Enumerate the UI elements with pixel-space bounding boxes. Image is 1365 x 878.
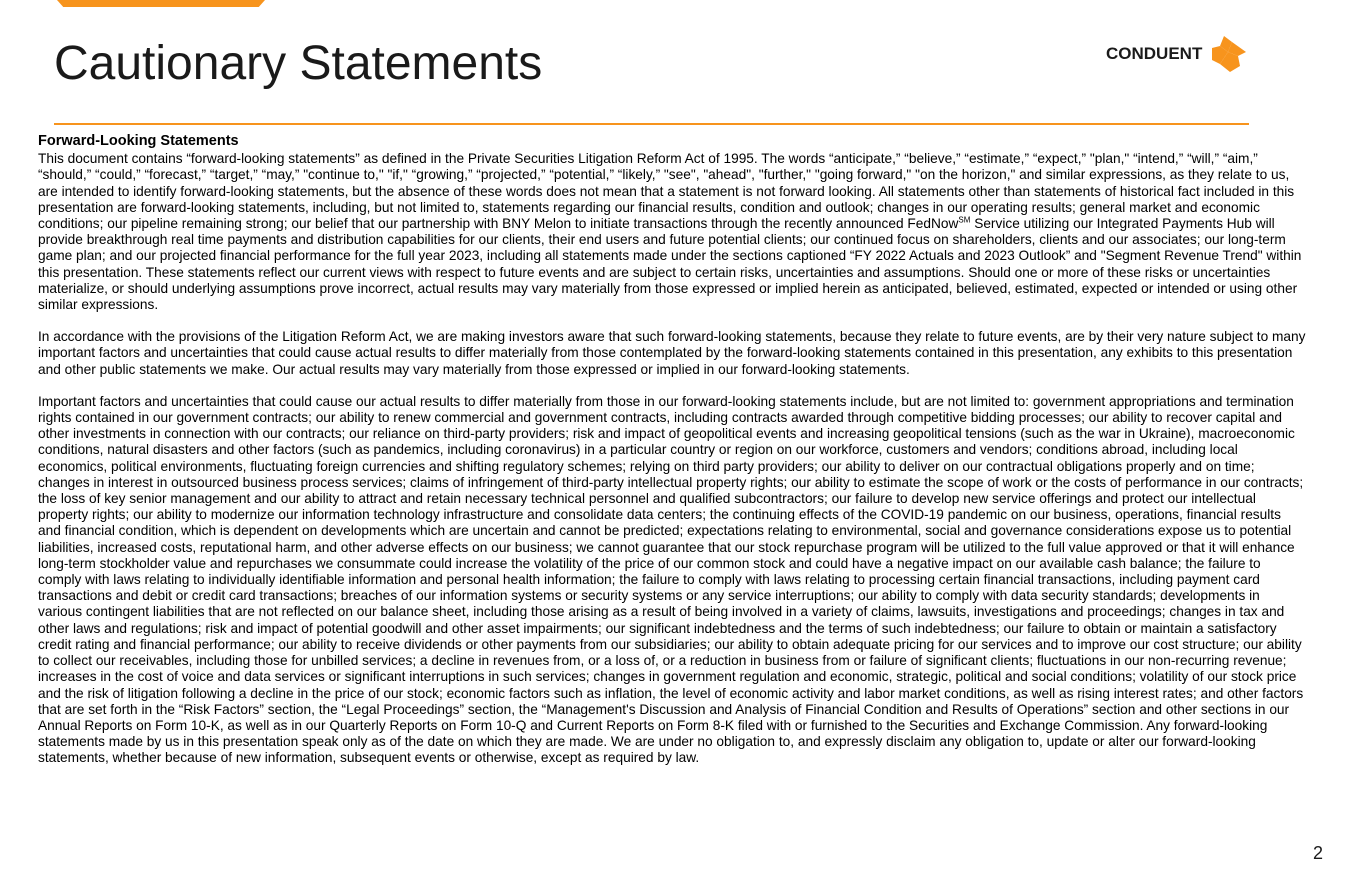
forward-looking-section <box>38 133 1306 783</box>
section-heading: Forward-Looking Statements <box>38 133 239 149</box>
top-accent-tab <box>57 0 265 7</box>
paragraph-3: Important factors and uncertainties that could cause our actual results to differ materially from those in our forward-looking statements include, but are not limited to: government appropriations and termination rights contained in our government contracts; our ability to renew commercial and government contracts, including contracts awarded through competitive bidding processes; our ability to recover capital and other investments in connection with our contracts; our reliance on third-party providers; risk and impact of geopolitical events and increasing geopolitical tensions (such as the war in Ukraine), macroeconomic conditions, natural disasters and other factors (such as pandemics, including coronavirus) in a particular country or region on our workforce, customers and vendors; conditions abroad, including local economics, political environments, fluctuating foreign currencies and shifting regulatory schemes; relying on third party providers; our ability to deliver on our contractual obligations properly and on time; changes in interest in outsourced business process services; claims of infringement of third-party intellectual property rights; our ability to estimate the scope of work or the costs of performance in our contracts; the loss of key senior management and our ability to attract and retain necessary technical personnel and qualified subcontractors; our failure to develop new service offerings and protect our intellectual property rights; our ability to modernize our information technology infrastructure and consolidate data centers; the continuing effects of the COVID-19 pandemic on our business, operations, financial results and financial condition, which is dependent on developments which are uncertain and cannot be predicted; expectations relating to environmental, social and governance considerations expose us to potential liabilities, increased costs, reputational harm, and other adverse effects on our business; we cannot guarantee that our stock repurchase program will be utilized to the full value approved or that it will enhance long-term stockholder value and repurchases we consummate could increase the volatility of the price of our common stock and could have a negative impact on our available cash balance; the failure to comply with laws relating to individually identifiable information and personal health information; the failure to comply with laws relating to processing certain financial transactions, including payment card transactions and debit or credit card transactions; breaches of our information systems or security systems or any service interruptions; our ability to comply with data security standards; developments in various contingent liabilities that are not reflected on our balance sheet, including those arising as a result of being involved in a variety of claims, lawsuits, investigations and proceedings; changes in tax and other laws and regulations; risk and impact of potential goodwill and other asset impairments; our significant indebtedness and the terms of such indebtedness; our failure to obtain or maintain a satisfactory credit rating and financial performance; our ability to receive dividends or other payments from our subsidiaries; our ability to obtain adequate pricing for our services and to improve our cost structure; our ability to collect our receivables, including those for unbilled services; a decline in revenues from, or a loss of, or a reduction in business from or failure of significant clients; fluctuations in our non-recurring revenue; increases in the cost of voice and data services or significant interruptions in such services; changes in government regulation and economic, strategic, political and social conditions; volatility of our stock price and the risk of litigation following a decline in the price of our stock; economic factors such as inflation, the level of economic activity and labor market conditions, as well as rising interest rates; and other factors that are set forth in the “Risk Factors” section, the “Legal Proceedings” section, the “Management's Discussion and Analysis of Financial Condition and Results of Operations” section and other sections in our Annual Reports on Form 10-K, as well as in our Quarterly Reports on Form 10-Q and Current Reports on Form 8-K filed with or furnished to the Securities and Exchange Commission. Any forward-looking statements made by us in this presentation speak only as of the date on which they are made. We are under no obligation to, and expressly disclaim any obligation to, update or alter our forward-looking statements, whether because of new information, subsequent events or otherwise, except as required by law. <box>38 393 1304 766</box>
paragraph-2: In accordance with the provisions of the Litigation Reform Act, we are making investors aware that such forward-looking statements, because they relate to future events, are by their very nature subject to many important factors and uncertainties that could cause actual results to differ materially from those contemplated by the forward-looking statements contained in this presentation, any exhibits to this presentation and other public statements we make. Our actual results may vary materially from those expressed or implied in our forward-looking statements. <box>38 329 1306 377</box>
logo-wordmark: CONDUENT <box>1106 44 1203 63</box>
page-number: 2 <box>1313 843 1324 863</box>
title-divider <box>54 123 1249 125</box>
paragraph-1-text-b: Service utilizing our Integrated Payments Hub will provide breakthrough real time payments and distribution capabilities for our clients, their end users and future potential clients; our continued focus on shareholders, clients and our associates; our long-term game plan; and our projected financial performance for the full year 2023, including all statements made under the sections captioned “FY 2022 Actuals and 2023 Outlook” and "Segment Revenue Trend" within this presentation. These statements reflect our current views with respect to future events and are subject to certain risks, uncertainties and assumptions. Should one or more of these risks or uncertainties materialize, or should underlying assumptions prove incorrect, actual results may vary materially from those expressed or implied herein as anticipated, believed, estimated, expected or intended or using other similar expressions. <box>38 216 1302 313</box>
paragraph-1-text-a: This document contains “forward-looking statements” as defined in the Private Securities Litigation Reform Act of 1995. The words “anticipate,” “believe,” “estimate,” “expect,” "plan," “intend,” “will,” “aim,” “should,” “could,” “forecast,” “target,” “may,” "continue to," "if," “growing,” “projected,” “potential,” “likely,” "see", "ahead", "further," "going forward," "on the horizon," and similar expressions, as they relate to us, are intended to identify forward-looking statements, but the absence of these words does not mean that a statement is not forward looking. All statements other than statements of historical fact included in this presentation are forward-looking statements, including, but not limited to, statements regarding our financial results, condition and outlook; changes in our operating results; general market and economic conditions; our pipeline remaining strong; our belief that our partnership with BNY Melon to initiate transactions through the recently announced FedNow <box>38 151 1295 232</box>
service-mark-sup: SM <box>958 215 971 225</box>
conduent-logo-mark-icon <box>1206 34 1248 74</box>
page-title: Cautionary Statements <box>54 37 543 90</box>
paragraph-1 <box>38 151 1306 313</box>
conduent-logo <box>1106 34 1248 74</box>
